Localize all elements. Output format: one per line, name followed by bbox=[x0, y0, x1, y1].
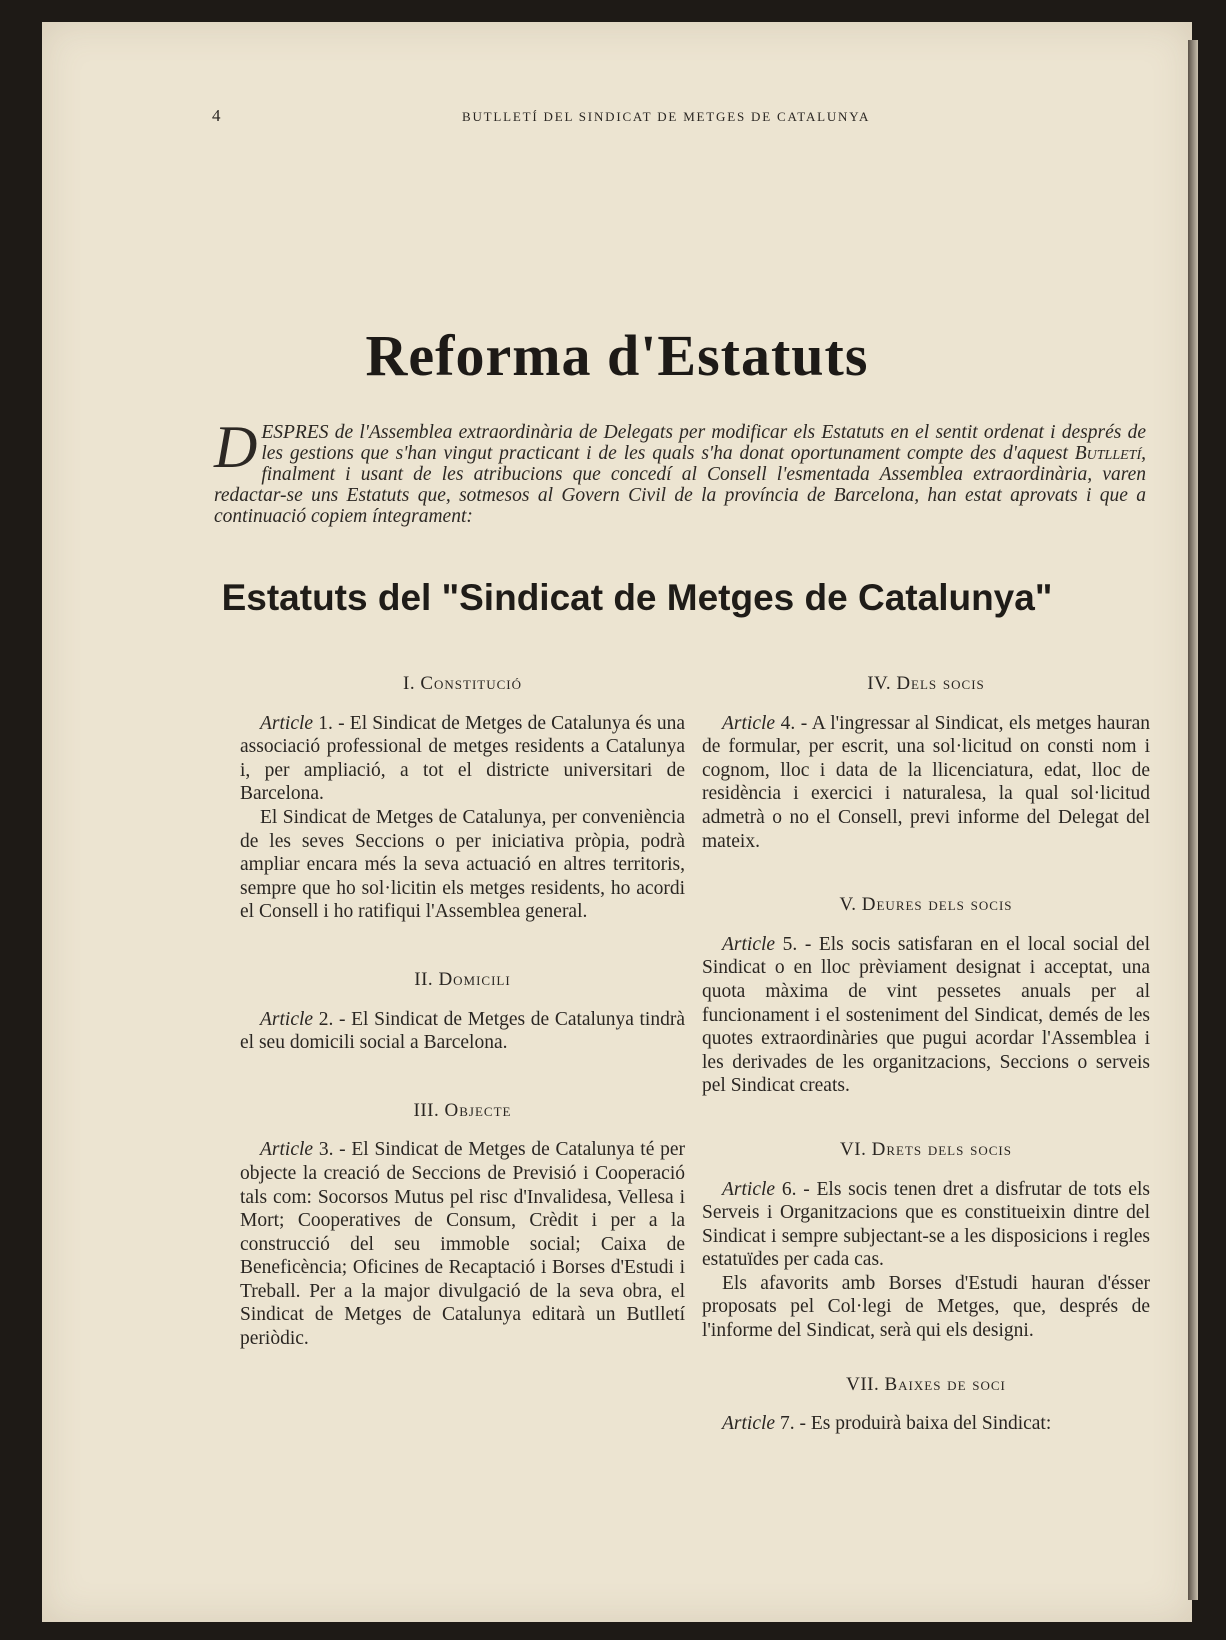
article-3: Article 3. - El Sindicat de Metges de Catalunya té per objecte la creació de Seccions de Previsió i Cooperació tals com: Socorsos Mutus pel risc d'Invalidesa, Vellesa i Mort; Cooperatives de Consum, Crèdit i per a la construcció del seu immoble social; Caixa de Beneficència; Oficines de Recaptació i Borses d'Estudi i Treball. Per a la major divulgació de la seva obra, el Sindicat de Metges de Catalunya editarà un Butlletí periòdic. bbox=[240, 1139, 685, 1350]
article-1: Article 1. - El Sindicat de Metges de Catalunya és una associació professional de metges residents a Catalunya i, per ampliació, a tot el districte universitari de Barcelona. bbox=[240, 712, 686, 805]
article-7: Article 7. - Es produirà baixa del Sindicat: bbox=[722, 1413, 1052, 1435]
left-column bbox=[240, 672, 685, 1351]
journal-title: BUTLLETÍ DEL SINDICAT DE METGES DE CATALUNYA bbox=[462, 109, 871, 124]
intro-text-a: de l'Assemblea extraordinària de Delegats per modificar els Estatuts en el sentit ordenat i després de les gestions que s'han vingut practicant i de les quals s'ha donat oportunament compte des d'aquest bbox=[261, 422, 1146, 464]
article-1-paragraph-2: El Sindicat de Metges de Catalunya, per conveniència de les seves Seccions o per iniciativa pròpia, podrà ampliar encara més la seva actuació en altres territoris, sempre que ho sol·licitin els metges residents, ho acordi el Consell i ho ratifiqui l'Assemblea general. bbox=[240, 806, 685, 923]
page-number: 4 bbox=[212, 106, 221, 125]
section-heading-constitucio: I. Constitució bbox=[403, 673, 522, 694]
drop-cap: D bbox=[214, 414, 258, 480]
section-heading-socis: IV. Dels socis bbox=[867, 673, 985, 694]
document-page bbox=[42, 22, 1192, 1622]
section-heading-domicili: II. Domicili bbox=[414, 968, 511, 990]
section-heading-baixes: VII. Baixes de soci bbox=[846, 1373, 1006, 1395]
section-heading-objecte: III. Objecte bbox=[413, 1099, 512, 1121]
article-6: Article 6. - Els socis tenen dret a disfrutar de tots els Serveis i Organitzacions que es constitueixin dintre del Sindicat i sempre subjectant-se a les disposicions i regles estatuïdes per cada cas. bbox=[702, 1178, 1150, 1271]
article-6-paragraph-2: Els afavorits amb Borses d'Estudi hauran d'ésser proposats pel Col·legi de Metges, que, després de l'informe del Sindicat, serà qui els designi. bbox=[702, 1272, 1150, 1342]
section-heading-deures: V. Deures dels socis bbox=[839, 894, 1013, 916]
right-column bbox=[702, 672, 1150, 1436]
publication-name: Butlletí bbox=[1074, 443, 1142, 464]
article-5: Article 5. - Els socis satisfaran en el local social del Sindicat o en lloc prèviament designat i acceptat, una quota màxima de vint pessetes anuals per al funcionament i el sosteniment del Sindicat, demés de les quotes extraordinàries que pugui acordar l'Assemblea i les derivades de les organitzacions, Seccions o serveis pel Sindicat creats. bbox=[702, 933, 1151, 1097]
intro-paragraph bbox=[214, 414, 1146, 527]
article-4: Article 4. - A l'ingressar al Sindicat, els metges hauran de formular, per escrit, una sol·licitud on consti nom i cognom, lloc i data de la llicenciatura, edat, lloc de residència i exercici i naturalesa, la qual sol·licitud admetrà o no el Consell, previ informe del Delegat del mateix. bbox=[702, 712, 1150, 852]
article-title: Reforma d'Estatuts bbox=[365, 323, 869, 388]
statutes-title: Estatuts del "Sindicat de Metges de Catalunya" bbox=[221, 577, 1053, 618]
page-edge bbox=[1188, 40, 1198, 1600]
intro-text-b: , finalment i usant de les atribucions que concedí al Consell l'esmentada Assemblea extraordinària, varen redactar-se uns Estatuts que, sotmesos al Govern Civil de la província de Barcelona, han estat aprovats i que a continuació copiem íntegrament: bbox=[214, 443, 1146, 527]
article-2: Article 2. - El Sindicat de Metges de Catalunya tindrà el seu domicili social a Barcelona. bbox=[240, 1008, 685, 1054]
section-heading-drets: VI. Drets dels socis bbox=[840, 1138, 1012, 1160]
intro-lead: ESPRES bbox=[261, 422, 329, 443]
